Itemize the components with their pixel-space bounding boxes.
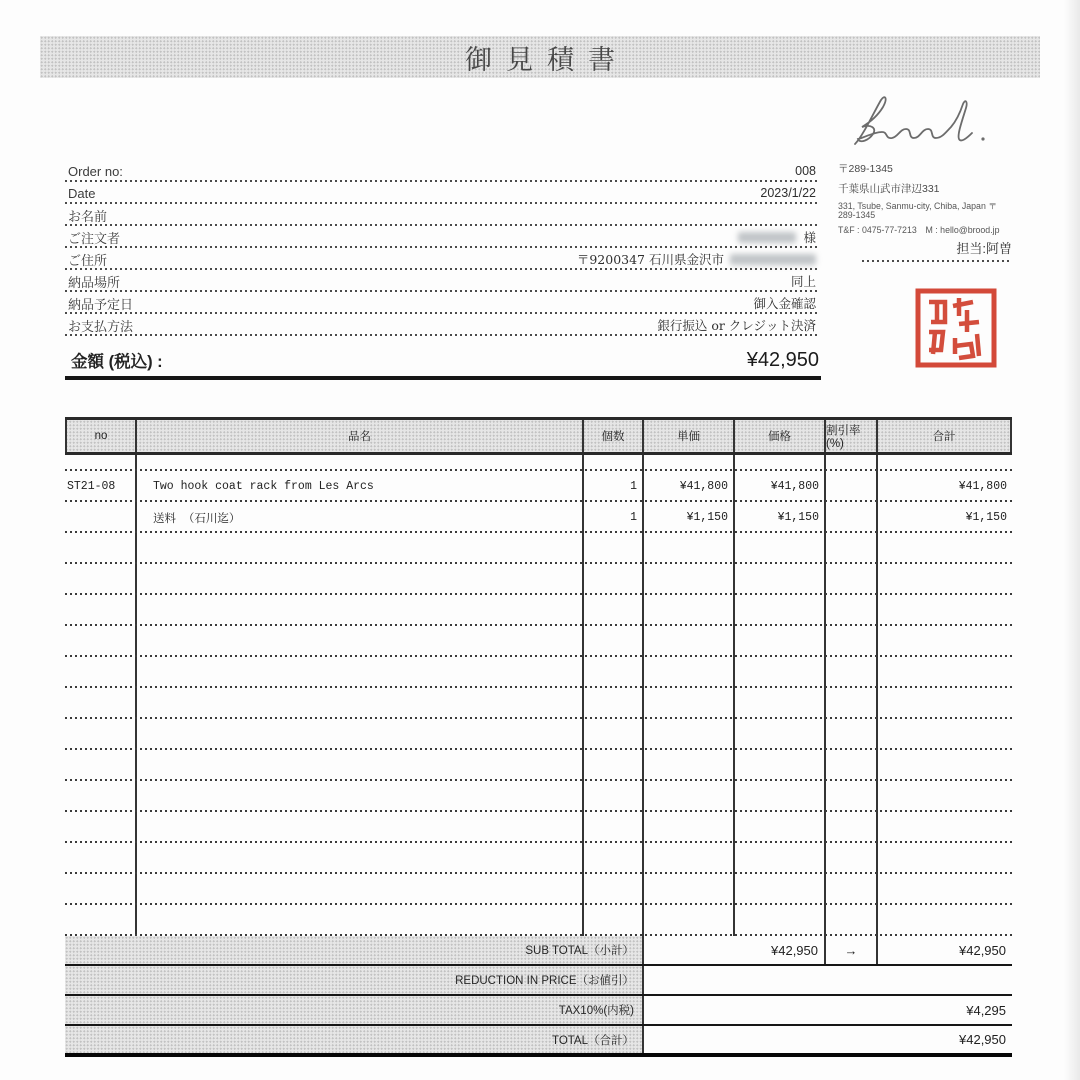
table-row-empty	[65, 657, 1012, 688]
table-row-empty	[65, 781, 1012, 812]
cell-item-price: ¥41,800	[735, 471, 826, 502]
table-row-empty	[65, 626, 1012, 657]
field-label: Order no:	[68, 163, 123, 179]
table-body	[65, 455, 1012, 936]
field-row-delivery-date	[65, 292, 820, 314]
table-row-item-2	[65, 502, 1012, 533]
grand-total-row	[65, 1026, 1012, 1057]
cell-item-qty: 1	[584, 471, 644, 502]
items-table	[65, 417, 1012, 1057]
field-row-order-no	[65, 160, 820, 182]
cell-item-discount	[826, 471, 878, 502]
col-header-total: 合計	[878, 420, 1012, 452]
totals-section	[65, 936, 1012, 1057]
cell-item-name: Two hook coat rack from Les Arcs	[137, 471, 584, 502]
photo-edge-shading	[1064, 0, 1080, 1080]
cell-item-price: ¥1,150	[735, 502, 826, 533]
table-row-spacer	[65, 455, 1012, 471]
redacted-customer-name	[738, 232, 796, 243]
redacted-address-part	[730, 254, 816, 265]
col-header-unit-price: 単価	[644, 420, 735, 452]
field-value: 御入金確認	[753, 296, 816, 311]
company-postal: 〒289-1345	[838, 163, 893, 175]
field-value: 同上	[790, 274, 816, 289]
grand-total-label: TOTAL（合計）	[65, 1026, 644, 1053]
company-info	[838, 164, 1014, 234]
cell-item-unit-price: ¥41,800	[644, 471, 735, 502]
tax-value: ¥4,295	[966, 1002, 1006, 1018]
cell-item-qty: 1	[584, 502, 644, 533]
arrow-right-icon: →	[826, 936, 878, 964]
table-row-empty	[65, 750, 1012, 781]
cell-item-discount	[826, 502, 878, 533]
field-value	[731, 228, 820, 246]
field-label: 納品場所	[68, 274, 121, 290]
company-seal-stamp	[915, 288, 997, 368]
field-value	[577, 250, 820, 268]
table-empty-rows	[65, 533, 1012, 936]
field-row-customer	[65, 226, 820, 248]
company-address-en: 331, Tsube, Sanmu-city, Chiba, Japan 〒289-1345	[838, 201, 998, 220]
subtotal-price-value: ¥42,950	[644, 936, 826, 964]
table-row-empty	[65, 905, 1012, 936]
total-amount-label: 金額 (税込) :	[71, 353, 163, 371]
cell-item-no	[65, 502, 137, 533]
reduction-label: REDUCTION IN PRICE（お値引）	[65, 966, 644, 994]
field-label: ご注文者	[68, 230, 121, 246]
field-row-address	[65, 248, 820, 270]
cell-item-unit-price: ¥1,150	[644, 502, 735, 533]
field-label: ご住所	[68, 252, 108, 268]
brood-logo-signature	[845, 92, 1005, 152]
table-row-empty	[65, 688, 1012, 719]
field-row-delivery-place	[65, 270, 820, 292]
field-row-date	[65, 182, 820, 204]
total-amount-value: ¥42,950	[746, 349, 819, 371]
col-header-price: 価格	[735, 420, 826, 452]
table-row-item-1	[65, 471, 1012, 502]
cell-item-total: ¥1,150	[965, 511, 1007, 524]
subtotal-total-value: ¥42,950	[959, 942, 1006, 958]
table-row-empty	[65, 719, 1012, 750]
field-value: 008	[795, 164, 816, 178]
field-label: Date	[68, 185, 96, 201]
order-info-fields	[65, 160, 820, 336]
table-row-empty	[65, 843, 1012, 874]
grand-total-value: ¥42,950	[959, 1032, 1006, 1047]
field-value: 2023/1/22	[760, 186, 816, 200]
table-row-empty	[65, 533, 1012, 564]
field-label: 納品予定日	[68, 296, 134, 312]
col-header-qty: 個数	[584, 420, 644, 452]
tax-label: TAX10%(内税)	[65, 996, 644, 1024]
field-row-payment-method	[65, 314, 820, 336]
table-header	[65, 417, 1012, 455]
company-contact: T&F : 0475-77-7213 M : hello@brood.jp	[838, 224, 1000, 235]
reduction-row	[65, 966, 1012, 996]
staff-in-charge: 担当:阿曽	[862, 238, 1012, 262]
table-row-empty	[65, 595, 1012, 626]
field-label: お支払方法	[68, 318, 134, 334]
col-header-item-name: 品名	[137, 420, 584, 452]
total-amount-line	[65, 344, 821, 380]
table-row-empty	[65, 812, 1012, 843]
customer-honorific: 様	[803, 230, 816, 245]
cell-item-total: ¥41,800	[958, 480, 1007, 493]
customer-address-visible: 〒9200347 石川県金沢市	[576, 252, 724, 267]
col-header-discount: 割引率(%)	[826, 420, 878, 452]
page-title: 御見積書	[465, 44, 629, 75]
cell-item-name: 送料 （石川迄）	[137, 502, 584, 533]
subtotal-row	[65, 936, 1012, 966]
field-value: 銀行振込 or クレジット決済	[657, 318, 816, 333]
title-banner	[40, 36, 1040, 78]
table-row-empty	[65, 564, 1012, 595]
field-row-name	[65, 204, 820, 226]
col-header-no: no	[65, 420, 137, 452]
cell-item-no: ST21-08	[65, 471, 137, 502]
reduction-value	[644, 966, 1012, 994]
tax-row	[65, 996, 1012, 1026]
table-row-empty	[65, 874, 1012, 905]
field-label: お名前	[68, 208, 108, 224]
company-address-jp: 千葉県山武市津辺331	[838, 182, 940, 195]
subtotal-label: SUB TOTAL（小計）	[65, 936, 644, 964]
